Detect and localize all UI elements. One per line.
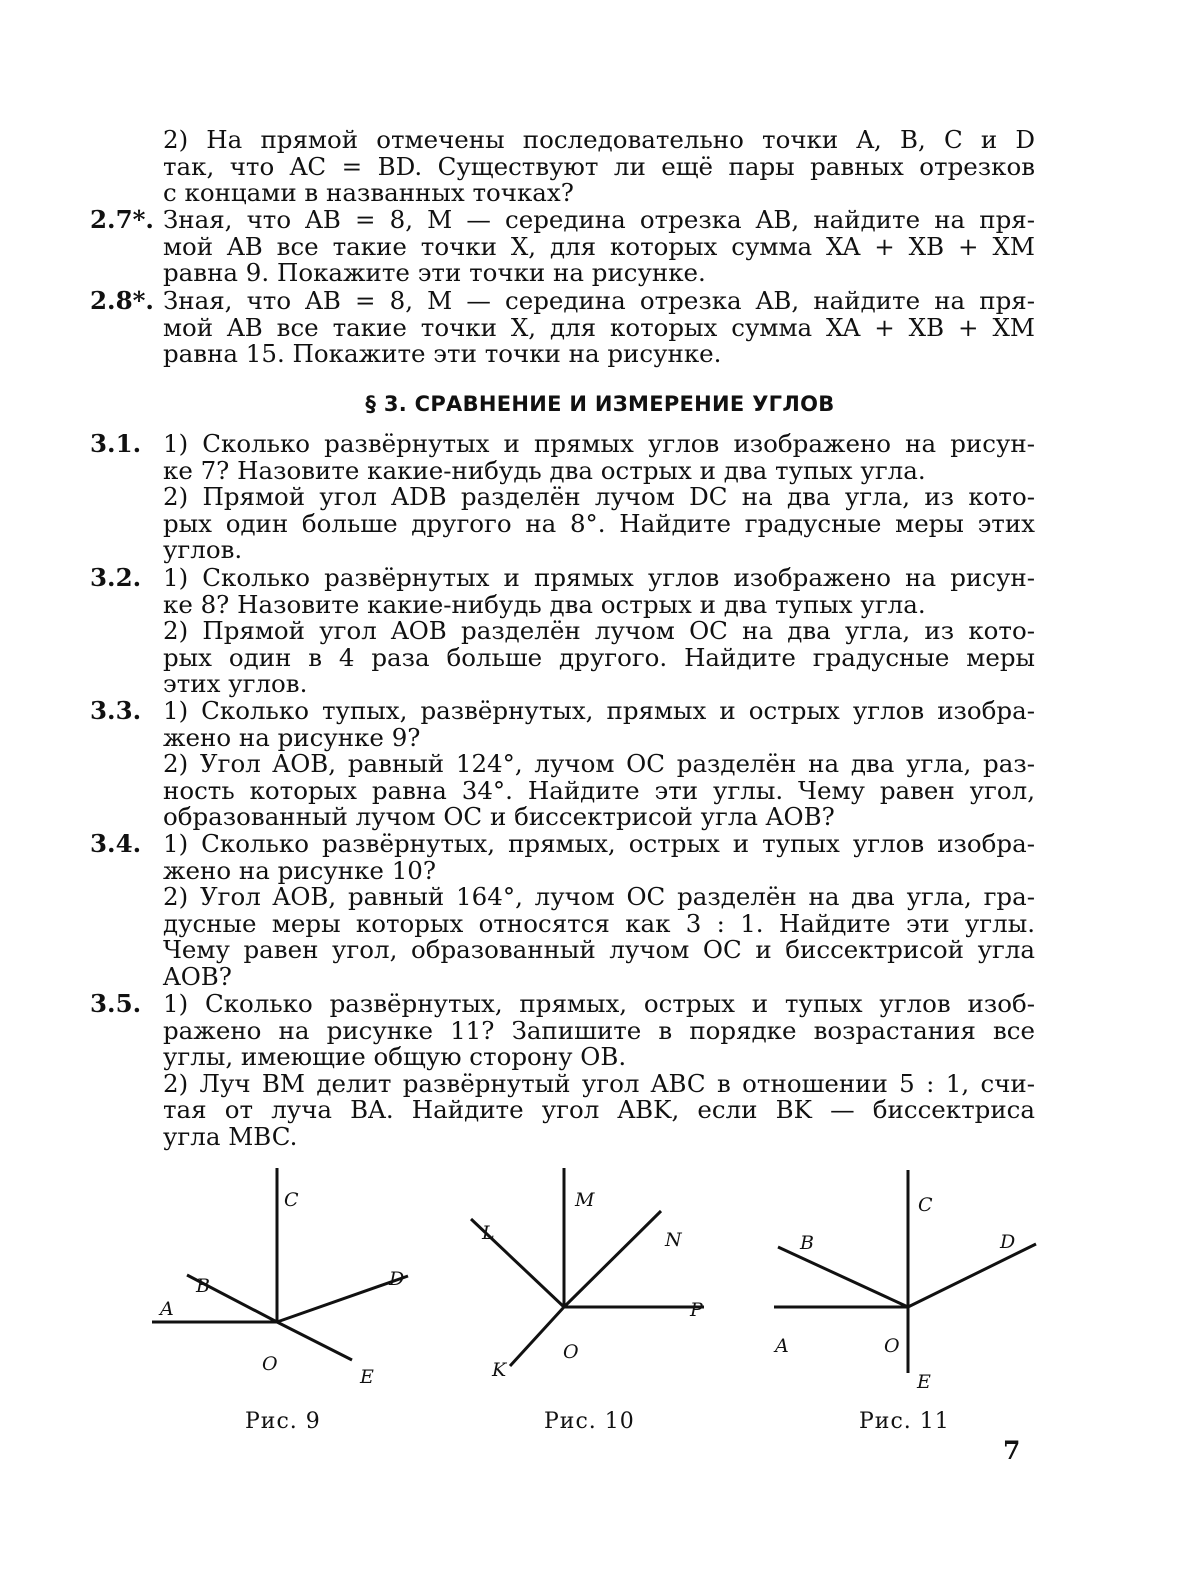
problem-number: 2.7*. (90, 205, 154, 234)
fig11-label-B: B (800, 1232, 814, 1254)
fig10-label-M: M (575, 1189, 595, 1211)
problem-number: 3.2. (90, 563, 142, 592)
text-line: Чему равен угол, образованный лучом OC и биссектрисой угла (163, 935, 1035, 965)
fig10-label-N: N (665, 1229, 682, 1251)
fig11-ray-OD (908, 1244, 1036, 1307)
problem-number: 3.5. (90, 989, 142, 1018)
text-line: угла MBC. (163, 1121, 298, 1151)
problem-number: 3.4. (90, 829, 142, 858)
text-line: образованный лучом OC и биссектрисой угла AOB? (163, 802, 835, 832)
fig10-label-P: P (690, 1299, 703, 1321)
text-line: 2) Прямой угол AOB разделён лучом OC на два угла, из кото- (163, 616, 1035, 646)
text-line: ражено на рисунке 11? Запишите в порядке возрастания все (163, 1015, 1035, 1045)
text-line: AOB? (163, 961, 232, 991)
text-line: ке 7? Назовите какие-нибудь два острых и два тупых угла. (163, 455, 926, 485)
fig9-label-B: B (196, 1275, 210, 1297)
text-line: этих углов. (163, 669, 308, 699)
text-line: 1) Сколько развёрнутых, прямых, острых и тупых углов изобра- (163, 829, 1035, 858)
fig9-label-D: D (389, 1268, 405, 1290)
fig11-ray-OB (778, 1247, 908, 1307)
ray-OE (277, 1322, 352, 1360)
text-line: 1) Сколько тупых, развёрнутых, прямых и острых углов изобра- (163, 696, 1035, 725)
problem-number: 2.8*. (90, 286, 154, 315)
text-line: углы, имеющие общую сторону OB. (163, 1042, 627, 1072)
text-line: тая от луча BA. Найдите угол ABK, если BK — биссектриса (163, 1095, 1035, 1125)
text-line: 2) На прямой отмечены последовательно точки A, B, C и D (163, 125, 1035, 154)
figure-11-caption: Рис. 11 (859, 1409, 950, 1434)
problem-number: 3.1. (90, 429, 142, 458)
fig11-label-E: E (917, 1371, 931, 1393)
fig10-label-O: O (563, 1341, 579, 1363)
fig9-label-A: A (160, 1298, 174, 1320)
figure-9-caption: Рис. 9 (245, 1409, 321, 1434)
text-line: 1) Сколько развёрнутых, прямых, острых и тупых углов изоб- (163, 989, 1035, 1018)
text-line: мой AB все такие точки X, для которых сумма XA + XB + XM (163, 231, 1035, 261)
fig10-label-L: L (482, 1222, 495, 1244)
fig9-label-E: E (360, 1366, 374, 1388)
text-line: 1) Сколько развёрнутых и прямых углов изображено на рисун- (163, 429, 1035, 458)
text-line: равна 15. Покажите эти точки на рисунке. (163, 339, 722, 369)
fig11-label-C: C (918, 1194, 933, 1216)
text-line: жено на рисунке 10? (163, 855, 437, 885)
fig11-label-O: O (884, 1335, 900, 1357)
fig9-label-C: C (284, 1189, 299, 1211)
problem-number: 3.3. (90, 696, 142, 725)
section-heading: § 3. СРАВНЕНИЕ И ИЗМЕРЕНИЕ УГЛОВ (365, 392, 835, 416)
text-line: 1) Сколько развёрнутых и прямых углов изображено на рисун- (163, 563, 1035, 592)
text-line: ке 8? Назовите какие-нибудь два острых и два тупых угла. (163, 589, 926, 619)
text-line: 2) Луч BM делит развёрнутый угол ABC в отношении 5 : 1, счи- (163, 1068, 1035, 1098)
text-line: Зная, что AB = 8, M — середина отрезка AB, найдите на пря- (163, 205, 1035, 234)
page-number: 7 (1003, 1436, 1021, 1465)
text-line: дусные меры которых относятся как 3 : 1. Найдите эти углы. (163, 908, 1035, 938)
fig9-label-O: O (262, 1353, 278, 1375)
text-line: 2) Прямой угол ADB разделён лучом DC на два угла, из кото- (163, 482, 1035, 512)
fig10-ray-OK (510, 1307, 564, 1366)
text-line: с концами в названных точках? (163, 178, 574, 208)
fig11-label-A: A (775, 1335, 789, 1357)
text-line: рых один в 4 раза больше другого. Найдите градусные меры (163, 642, 1035, 672)
figure-9-lines (152, 1168, 408, 1360)
text-line: мой AB все такие точки X, для которых сумма XA + XB + XM (163, 312, 1035, 342)
fig11-label-D: D (1000, 1231, 1016, 1253)
text-line: ность которых равна 34°. Найдите эти углы. Чему равен угол, (163, 775, 1035, 805)
text-line: 2) Угол AOB, равный 124°, лучом OC разделён на два угла, раз- (163, 749, 1035, 779)
figure-10-caption: Рис. 10 (544, 1409, 635, 1434)
text-line: углов. (163, 535, 243, 565)
text-line: так, что AC = BD. Существуют ли ещё пары равных отрезков (163, 151, 1035, 181)
text-line: Зная, что AB = 8, M — середина отрезка AB, найдите на пря- (163, 286, 1035, 315)
text-line: 2) Угол AOB, равный 164°, лучом OC разделён на два угла, гра- (163, 882, 1035, 912)
text-line: равна 9. Покажите эти точки на рисунке. (163, 258, 706, 288)
fig10-ray-ON (564, 1211, 661, 1307)
fig10-label-K: K (492, 1359, 507, 1381)
text-line: жено на рисунке 9? (163, 722, 421, 752)
text-line: рых один больше другого на 8°. Найдите градусные меры этих (163, 508, 1035, 538)
